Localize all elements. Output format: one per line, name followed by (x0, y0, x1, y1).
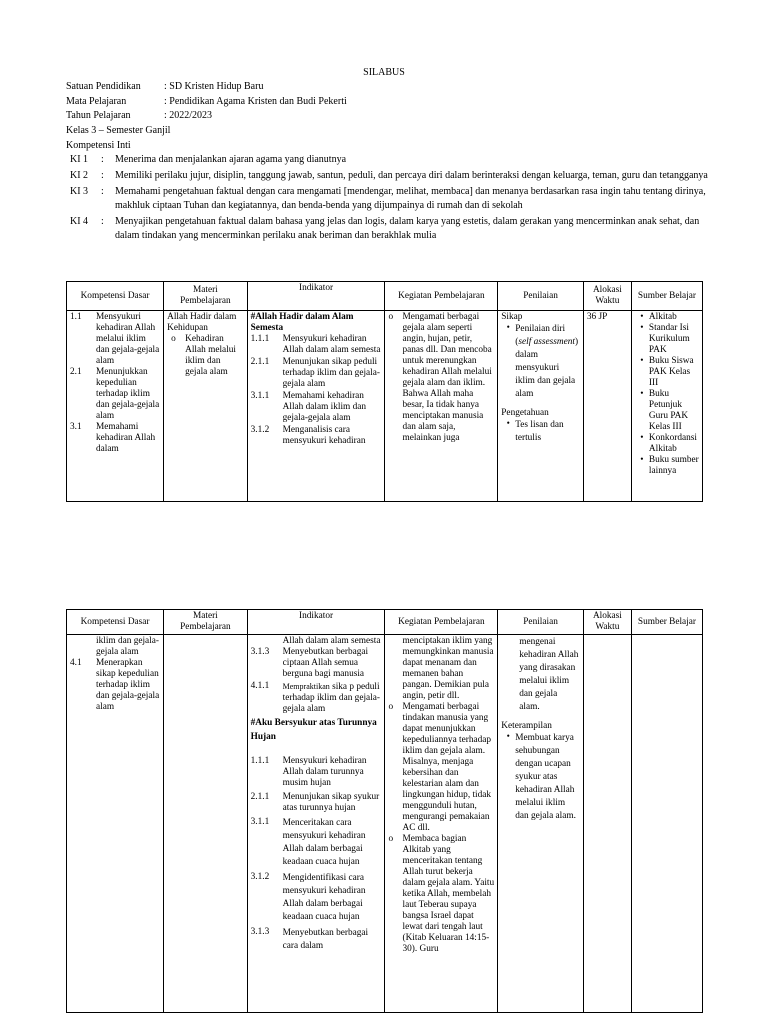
kegiatan-text: Mengamati berbagai tindakan manusia yang dapat menunjukkan kepeduliannya terhadap iklim dan gejala alam. Misalnya, menjaga kebersihan dan kelestarian alam dan lingkungan hidup, tidak menggunduli hutan, mengurangi pemakaian AC dll. (402, 702, 492, 833)
header-kompetensi-dasar: Kompetensi Dasar (67, 282, 164, 311)
indikator-text: Menganalisis cara mensyukuri kehadiran (282, 425, 366, 446)
kegiatan-cell (385, 635, 498, 1013)
document-title: SILABUS (363, 67, 405, 78)
indikator-item (251, 681, 382, 715)
header-materi: Materi Pembelajaran (164, 610, 248, 635)
indikator-number: 3.1.2 (250, 425, 270, 435)
circle-bullet-icon: o (171, 334, 176, 344)
table-row (67, 311, 703, 502)
penilaian-item (501, 732, 580, 823)
sumber-text: Buku Petunjuk Guru PAK Kelas III (648, 389, 689, 432)
penilaian-text (515, 323, 580, 401)
ki-text: Memiliki perilaku jujur, disiplin, tanggung jawab, santun, peduli, dan percaya diri dalam berinteraksi dengan keluarga, teman, guru dan tetangganya (115, 170, 708, 181)
header-alokasi: Alokasi Waktu (583, 282, 631, 311)
kd-item (70, 422, 160, 455)
indikator-item (251, 756, 382, 789)
ki-text: Menerima dan menjalankan ajaran agama yang dianutnya (115, 154, 347, 165)
kompetensi-inti-list (70, 153, 710, 245)
penilaian-continuation: mengenai kehadiran Allah yang dirasakan melalui iklim dan gejala alam. (519, 637, 579, 712)
table-header-row (67, 282, 703, 311)
bullet-icon: • (640, 389, 644, 399)
kd-number: 2.1 (70, 367, 82, 377)
bullet-icon: • (640, 356, 644, 366)
penilaian-pengetahuan-label: Pengetahuan (501, 408, 549, 418)
circle-bullet-icon: o (388, 834, 394, 844)
penilaian-sikap-label: Sikap (501, 312, 523, 322)
indikator-cell (247, 635, 385, 1013)
kegiatan-continuation: menciptakan iklim yang memungkinkan manusia dapat menanam dan memanen bahan pangan. Demikian pula angin, petir dll. (402, 636, 494, 701)
indikator-text-rest: sika p peduli terhadap iklim dan gejala-gejala alam (282, 682, 380, 714)
table-header-row (67, 610, 703, 635)
meta-value: : Pendidikan Agama Kristen dan Budi Pekerti (164, 95, 347, 107)
circle-bullet-icon: o (388, 312, 394, 322)
indikator-text: Menceritakan cara mensyukuri kehadiran Allah dalam berbagai keadaan cuaca hujan (282, 818, 366, 867)
sumber-text: Alkitab (648, 312, 677, 322)
penilaian-text-pre: Penilaian diri ( (515, 324, 566, 347)
meta-value: : SD Kristen Hidup Baru (164, 81, 264, 92)
indikator-item (251, 647, 382, 680)
indikator-item (251, 927, 382, 953)
kegiatan-item (388, 312, 494, 444)
penilaian-cell (498, 311, 584, 502)
indikator-text: Menyebutkan berbagai ciptaan Allah semua berguna bagi manusia (282, 647, 369, 679)
indikator-text: Menunjukan sikap syukur atas turunnya hujan (282, 792, 380, 813)
indikator-item (251, 334, 382, 356)
kegiatan-item (388, 702, 494, 834)
alokasi-cell (583, 635, 631, 1013)
penilaian-text-post: ) dalam mensyukuri iklim dan gejala alam (515, 337, 579, 399)
kd-number: 1.1 (70, 312, 82, 322)
meta-label: Tahun Pelajaran (66, 110, 131, 121)
circle-bullet-icon: o (388, 702, 394, 712)
ki-separator: : (101, 154, 104, 165)
header-penilaian: Penilaian (498, 610, 584, 635)
sumber-cell (631, 311, 702, 502)
sumber-item (635, 433, 699, 455)
indikator-text: Mengidentifikasi cara mensyukuri kehadiran Allah dalam berbagai keadaan cuaca hujan (282, 873, 366, 922)
ki-code: KI 2 (70, 170, 89, 181)
table-row (67, 635, 703, 1013)
penilaian-keterampilan-label: Keterampilan (501, 721, 552, 731)
kd-text: Menerapkan sikap kepedulian terhadap iklim dan gejala-gejala alam (96, 658, 160, 712)
indikator-heading: #Allah Hadir dalam Alam Semesta (250, 312, 354, 333)
indikator-item (251, 357, 382, 390)
sumber-item (635, 312, 699, 323)
ki-code: KI 3 (70, 186, 89, 197)
meta-value: : 2022/2023 (164, 110, 213, 121)
materi-cell (164, 635, 248, 1013)
kegiatan-item (388, 834, 494, 955)
alokasi-cell: 36 JP (583, 311, 631, 502)
kd-item (70, 312, 160, 367)
header-kegiatan: Kegiatan Pembelajaran (385, 610, 498, 635)
silabus-table-2 (66, 609, 703, 1013)
indikator-number: 3.1.3 (250, 927, 270, 937)
meta-row-tahun (66, 109, 347, 124)
kd-text: Memahami kehadiran Allah dalam (96, 422, 156, 454)
header-kompetensi-dasar: Kompetensi Dasar (67, 610, 164, 635)
kd-text: Menunjukkan kepedulian terhadap iklim dan gejala-gejala alam (96, 367, 160, 421)
indikator-item (251, 817, 382, 869)
ki-separator: : (101, 186, 104, 197)
materi-title: Allah Hadir dalam Kehidupan (167, 312, 237, 333)
indikator-item (251, 792, 382, 814)
sumber-item (635, 356, 699, 389)
kelas-label: Kelas 3 – Semester Ganjil (66, 125, 171, 136)
header-indikator: Indikator (247, 610, 385, 635)
header-sumber: Sumber Belajar (631, 282, 702, 311)
ki-separator: : (101, 216, 104, 227)
penilaian-text: Tes lisan dan tertulis (515, 420, 564, 443)
ki-item (70, 185, 710, 213)
kd-number: 4.1 (70, 658, 82, 668)
indikator-item (251, 391, 382, 424)
penilaian-item (501, 419, 580, 445)
ki-heading: Kompetensi Inti (66, 139, 131, 151)
kd-continuation: iklim dan gejala-gejala alam (96, 636, 159, 657)
sumber-text: Buku sumber lainnya (648, 455, 699, 476)
header-sumber: Sumber Belajar (631, 610, 702, 635)
penilaian-item (501, 323, 580, 401)
materi-item (171, 334, 244, 378)
kd-item (70, 658, 160, 713)
indikator-text (283, 681, 382, 715)
bullet-icon: • (506, 323, 510, 333)
meta-label: Satuan Pendidikan (66, 81, 141, 92)
class-info (66, 124, 170, 153)
header-kegiatan: Kegiatan Pembelajaran (385, 282, 498, 311)
sumber-item (635, 389, 699, 433)
indikator-number: 4.1.1 (250, 681, 270, 691)
bullet-icon: • (640, 323, 644, 333)
indikator-number: 2.1.1 (250, 792, 270, 802)
meta-label: Mata Pelajaran (66, 95, 127, 107)
indikator-number: 1.1.1 (250, 756, 270, 766)
materi-cell (164, 311, 248, 502)
ki-item (70, 153, 710, 167)
ki-item (70, 169, 710, 183)
bullet-icon: • (506, 732, 510, 742)
kegiatan-text: Membaca bagian Alkitab yang menceritakan tentang Allah turut bekerja dalam gejala alam. Yaitu ketika Allah, membelah laut Teberau supaya bangsa Israel dapat lewat dari tengah laut (Kitab Keluaran 14:15-30). Guru (402, 834, 495, 954)
sumber-text: Standar Isi Kurikulum PAK (648, 323, 690, 355)
meta-row-satuan (66, 80, 347, 95)
indikator-item (251, 425, 382, 447)
bullet-icon: • (640, 433, 644, 443)
header-materi: Materi Pembelajaran (164, 282, 248, 311)
kd-cell (67, 635, 164, 1013)
indikator-number: 1.1.1 (250, 334, 270, 344)
indikator-text: Menunjukan sikap peduli terhadap iklim dan gejala-gejala alam (282, 357, 380, 389)
indikator-text: Menyebutkan berbagai cara dalam (282, 928, 369, 951)
indikator-text-small: Mempraktikan (282, 682, 330, 691)
penilaian-text-emphasis: self assessment (518, 337, 575, 347)
indikator-cell (247, 311, 385, 502)
indikator-continuation: Allah dalam alam semesta (282, 636, 381, 646)
meta-row-mapel (66, 95, 347, 110)
indikator-item (251, 872, 382, 924)
ki-text: Memahami pengetahuan faktual dengan cara mengamati [mendengar, melihat, membaca] dan menanya berdasarkan rasa ingin tahu tentang dirinya, makhluk ciptaan Tuhan dan kegiatannya, dan benda-benda yang dijumpainya di rumah dan di sekolah (115, 186, 706, 211)
silabus-table-1 (66, 281, 703, 502)
sumber-text: Buku Siswa PAK Kelas III (648, 356, 694, 388)
bullet-icon: • (640, 455, 644, 465)
sumber-text: Konkordansi Alkitab (648, 433, 697, 454)
ki-separator: : (101, 170, 104, 181)
kegiatan-cell (385, 311, 498, 502)
document-meta (66, 80, 347, 124)
indikator-number: 3.1.1 (250, 817, 270, 827)
bullet-icon: • (640, 312, 644, 322)
indikator-text: Mensyukuri kehadiran Allah dalam turunnya musim hujan (282, 756, 367, 788)
sumber-item (635, 323, 699, 356)
header-indikator: Indikator (247, 282, 385, 311)
ki-code: KI 4 (70, 216, 89, 227)
penilaian-cell (498, 635, 584, 1013)
penilaian-text: Membuat karya sehubungan dengan ucapan syukur atas kehadiran Allah melalui iklim dan gejala alam. (515, 733, 576, 821)
header-penilaian: Penilaian (498, 282, 584, 311)
kd-number: 3.1 (70, 422, 82, 432)
bullet-icon: • (506, 419, 510, 429)
indikator-number: 3.1.1 (250, 391, 270, 401)
kd-text: Mensyukuri kehadiran Allah melalui iklim dan gejala-gejala alam (96, 312, 160, 366)
ki-text: Menyajikan pengetahuan faktual dalam bahasa yang jelas dan logis, dalam karya yang estetis, dalam gerakan yang mencerminkan anak sehat, dan dalam tindakan yang mencerminkan perilaku anak beriman dan berakhlak mulia (115, 216, 700, 241)
header-alokasi: Alokasi Waktu (583, 610, 631, 635)
indikator-text: Memahami kehadiran Allah dalam iklim dan gejala-gejala alam (282, 391, 367, 423)
ki-code: KI 1 (70, 154, 89, 165)
kd-item (70, 367, 160, 422)
ki-item (70, 215, 710, 243)
materi-item-text: Kehadiran Allah melalui iklim dan gejala alam (185, 334, 236, 377)
indikator-heading: #Aku Bersyukur atas Turunnya Hujan (250, 718, 377, 742)
indikator-number: 2.1.1 (250, 357, 270, 367)
indikator-number: 3.1.3 (250, 647, 270, 657)
indikator-text: Mensyukuri kehadiran Allah dalam alam semesta (282, 334, 381, 355)
sumber-item (635, 455, 699, 477)
kegiatan-text: Mengamati berbagai gejala alam seperti angin, hujan, petir, panas dll. Dan mencoba untuk merenungkan kehadiran Allah melalui gejala alam dan iklim. Bahwa Allah maha besar, Ia tidak hanya menciptakan manusia dan alam saja, melainkan juga (402, 312, 492, 443)
kd-cell (67, 311, 164, 502)
indikator-number: 3.1.2 (250, 872, 270, 882)
sumber-cell (631, 635, 702, 1013)
